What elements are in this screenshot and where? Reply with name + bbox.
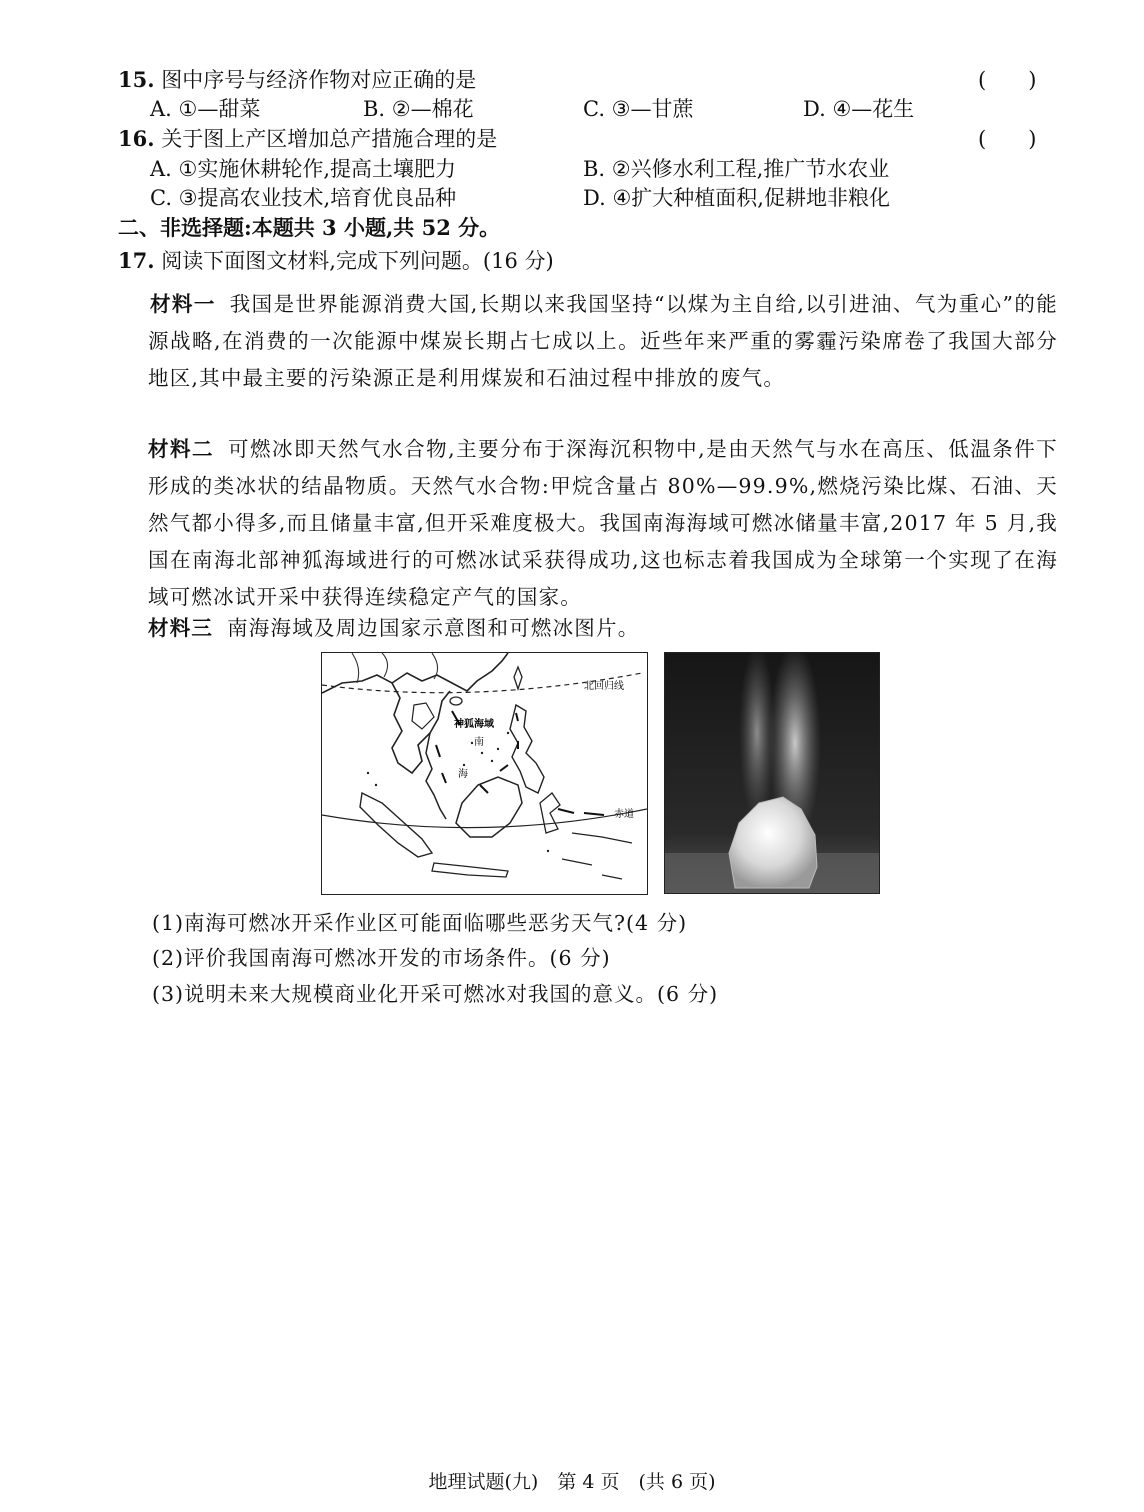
q17-stem-text: 阅读下面图文材料,完成下列问题。(16 分)	[161, 249, 554, 273]
material-3	[148, 610, 1058, 647]
q16-option-d: D. ④扩大种植面积,促耕地非粮化	[583, 186, 890, 210]
sulawesi	[540, 793, 560, 833]
q15-stem	[118, 67, 476, 93]
q15-option-b: B. ②—棉花	[363, 97, 474, 121]
sub-question-3: (3)说明未来大规模商业化开采可燃冰对我国的意义。(6 分)	[152, 982, 719, 1006]
photo-drawing	[665, 653, 879, 893]
q16-stem-text: 关于图上产区增加总产措施合理的是	[161, 127, 498, 151]
shenhu-label: 神狐海域	[454, 719, 494, 730]
material-2-text: 可燃冰即天然气水合物,主要分布于深海沉积物中,是由天然气与水在高压、低温条件下形成的类冰状的结晶物质。天然气水合物:甲烷含量占 80%—99.9%,燃烧污染比煤、石油、天然气都小得多,而且储量丰富,但开采难度极大。我国南海海域可燃冰储量丰富,2017 年 5 月,我国在南海北部神狐海域进行的可燃冰试采获得成功,这也标志着我国成为全球第一个实现了在海域可燃冰试开采中获得连续稳定产气的国家。	[148, 437, 1058, 609]
q15-option-c: C. ③—甘蔗	[583, 97, 694, 121]
china-coast	[322, 653, 508, 693]
combustible-ice-photo	[664, 652, 880, 894]
material-1-label: 材料一	[150, 292, 216, 316]
material-1-text: 我国是世界能源消费大国,长期以来我国坚持“以煤为主自给,以引进油、气为重心”的能源战略,在消费的一次能源中煤炭长期占七成以上。近些年来严重的雾霾污染席卷了我国大部分地区,其中最主要的污染源正是利用煤炭和石油过程中排放的废气。	[148, 292, 1058, 390]
material-1	[148, 286, 1058, 397]
q17-number: 17.	[118, 248, 155, 273]
q15-option-a: A. ①—甜菜	[150, 97, 261, 121]
q16-option-c: C. ③提高农业技术,培育优良品种	[150, 186, 457, 210]
inland-borders	[352, 653, 438, 683]
eastern-islands	[562, 833, 632, 879]
inland-country	[412, 703, 434, 729]
reef-dots	[367, 732, 549, 852]
q16-number: 16.	[118, 126, 155, 151]
sub-question-1: (1)南海可燃冰开采作业区可能面临哪些恶劣天气?(4 分)	[152, 911, 688, 935]
taiwan-island	[514, 667, 522, 689]
map-drawing	[322, 653, 647, 894]
q16-stem	[118, 126, 497, 152]
philippines	[510, 705, 544, 793]
q15-number: 15.	[118, 67, 155, 92]
page-footer: 地理试题(九) 第 4 页 (共 6 页)	[428, 1471, 716, 1493]
tropic-label: 北回归线	[584, 681, 624, 692]
q16-option-a: A. ①实施休耕轮作,提高土壤肥力	[150, 157, 457, 181]
q15-stem-text: 图中序号与经济作物对应正确的是	[161, 68, 477, 92]
equator-label: 赤道	[614, 809, 634, 820]
material-3-label: 材料三	[148, 616, 214, 640]
section-heading: 二、非选择题:本题共 3 小题,共 52 分。	[118, 215, 501, 240]
q16-option-b: B. ②兴修水利工程,推广节水农业	[583, 157, 890, 181]
q15-answer-paren: ( )	[978, 68, 1037, 92]
material-2	[148, 431, 1058, 616]
sea-label-nan: 南	[474, 737, 484, 748]
q15-option-d: D. ④—花生	[803, 97, 915, 121]
q17-stem	[118, 248, 554, 274]
material-3-text: 南海海域及周边国家示意图和可燃冰图片。	[227, 616, 640, 640]
sub-question-2: (2)评价我国南海可燃冰开发的市场条件。(6 分)	[152, 946, 611, 970]
java	[432, 863, 508, 877]
material-2-label: 材料二	[148, 437, 215, 461]
sea-label-hai: 海	[458, 769, 468, 780]
south-china-sea-map	[321, 652, 648, 895]
hainan-island	[450, 697, 462, 705]
q16-answer-paren: ( )	[978, 127, 1037, 151]
